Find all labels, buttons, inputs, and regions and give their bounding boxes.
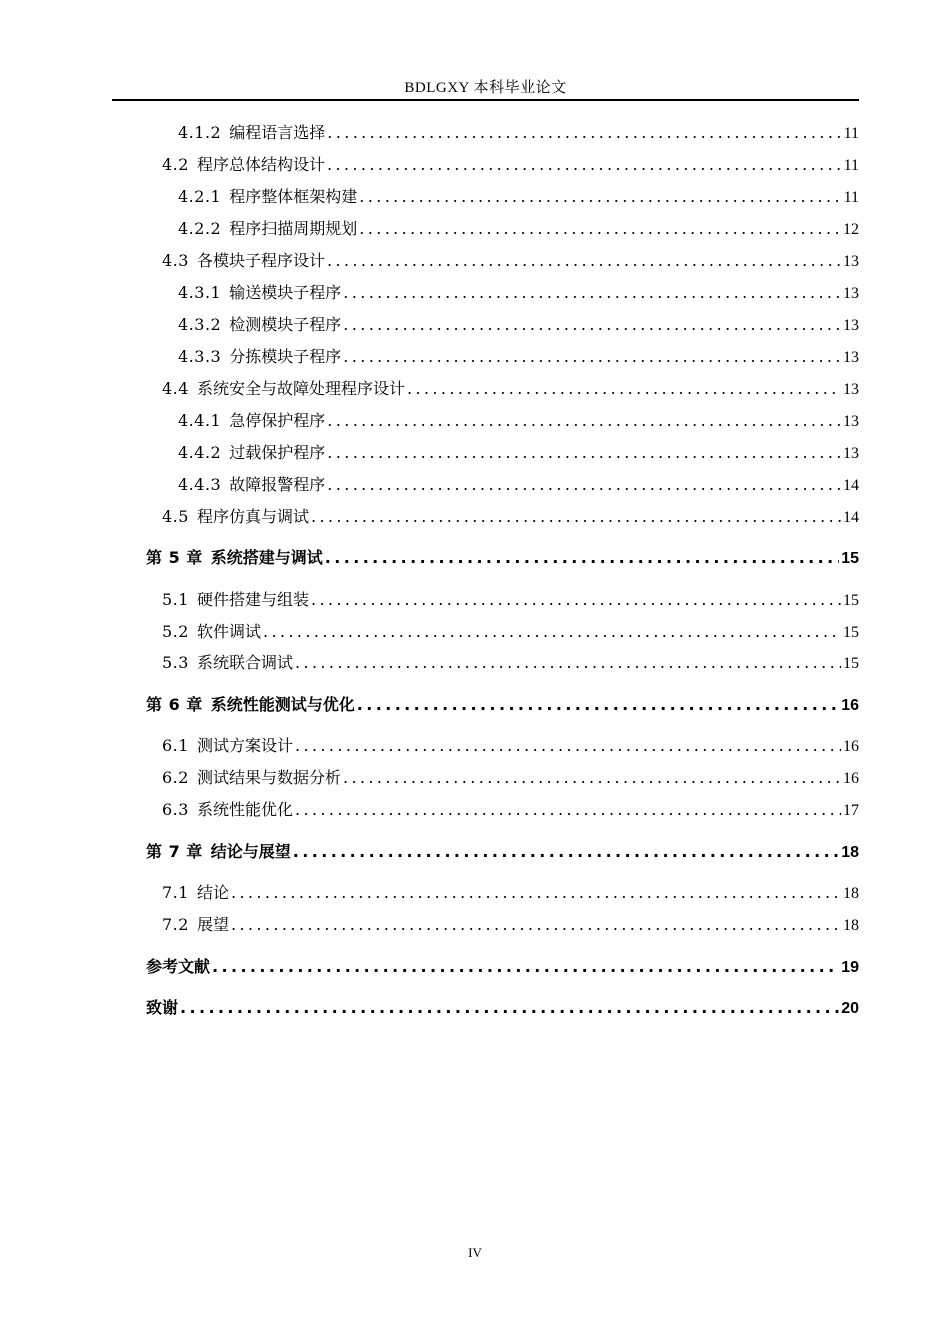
toc-entry-title: 软件调试 xyxy=(196,622,261,641)
toc-entry-number: 4.5 xyxy=(162,507,189,526)
toc-entry[interactable] xyxy=(178,123,859,144)
toc-dot-leader xyxy=(357,695,839,715)
toc-entry-page: 11 xyxy=(843,125,859,142)
toc-dot-leader xyxy=(327,443,841,463)
toc-entry[interactable] xyxy=(162,653,859,674)
toc-entry[interactable] xyxy=(162,155,859,176)
toc-entry-page: 11 xyxy=(843,189,859,206)
toc-dot-leader xyxy=(327,123,841,143)
toc-entry-number: 4.1.2 xyxy=(178,123,222,142)
toc-entry-page: 16 xyxy=(841,697,859,714)
toc-entry-title: 展望 xyxy=(196,915,229,934)
toc-entry-page: 14 xyxy=(843,509,859,526)
toc-entry-title: 编程语言选择 xyxy=(229,123,326,142)
toc-entry-title: 系统搭建与调试 xyxy=(210,548,323,567)
toc-entry-number: 4.3.3 xyxy=(178,347,222,366)
toc-entry-title: 测试结果与数据分析 xyxy=(196,768,341,787)
toc-dot-leader xyxy=(212,957,839,977)
toc-entry[interactable] xyxy=(162,507,859,528)
toc-entry-page: 14 xyxy=(843,477,859,494)
toc-entry-number: 5.2 xyxy=(162,622,189,641)
toc-dot-leader xyxy=(327,475,841,495)
toc-entry[interactable] xyxy=(146,957,859,978)
toc-dot-leader xyxy=(311,507,841,527)
toc-entry[interactable] xyxy=(178,219,859,240)
toc-entry-number: 4.3 xyxy=(162,251,189,270)
toc-entry[interactable] xyxy=(178,475,859,496)
toc-entry-number: 第 6 章 xyxy=(146,695,203,714)
toc-entry[interactable] xyxy=(162,736,859,757)
toc-entry-number: 4.2.1 xyxy=(178,187,222,206)
toc-entry-title: 硬件搭建与组装 xyxy=(196,590,309,609)
toc-entry-title: 测试方案设计 xyxy=(196,736,293,755)
toc-entry-title: 急停保护程序 xyxy=(229,411,326,430)
toc-entry-page: 18 xyxy=(843,885,859,902)
toc-entry[interactable] xyxy=(162,768,859,789)
toc-entry[interactable] xyxy=(178,283,859,304)
toc-dot-leader xyxy=(343,283,841,303)
toc-entry[interactable] xyxy=(178,443,859,464)
toc-dot-leader xyxy=(263,622,841,642)
toc-entry-title: 故障报警程序 xyxy=(229,475,326,494)
toc-entry-number: 7.2 xyxy=(162,915,189,934)
toc-entry-number: 5.1 xyxy=(162,590,189,609)
toc-entry-number: 4.3.1 xyxy=(178,283,222,302)
toc-entry-title: 各模块子程序设计 xyxy=(196,251,325,270)
toc-entry-number: 6.1 xyxy=(162,736,189,755)
toc-dot-leader xyxy=(295,653,841,673)
toc-entry-title: 分拣模块子程序 xyxy=(229,347,342,366)
toc-entry[interactable] xyxy=(178,411,859,432)
toc-entry-number: 7.1 xyxy=(162,883,189,902)
toc-entry-page: 19 xyxy=(841,959,859,976)
toc-entry[interactable] xyxy=(146,998,859,1019)
toc-entry-page: 18 xyxy=(841,844,859,861)
toc-entry-number: 4.4.3 xyxy=(178,475,222,494)
toc-dot-leader xyxy=(295,736,841,756)
toc-entry[interactable] xyxy=(162,590,859,611)
toc-entry-page: 15 xyxy=(843,592,859,609)
toc-entry-title: 系统性能优化 xyxy=(196,800,293,819)
toc-entry-number: 4.2 xyxy=(162,155,189,174)
toc-entry-page: 13 xyxy=(843,381,859,398)
toc-entry[interactable] xyxy=(162,915,859,936)
toc-entry-number: 4.3.2 xyxy=(178,315,222,334)
toc-dot-leader xyxy=(327,155,842,175)
toc-entry-title: 程序总体结构设计 xyxy=(196,155,325,174)
toc-entry-page: 13 xyxy=(843,445,859,462)
toc-entry[interactable] xyxy=(162,883,859,904)
toc-entry-page: 15 xyxy=(843,655,859,672)
toc-entry-title: 检测模块子程序 xyxy=(229,315,342,334)
toc-entry-title: 系统性能测试与优化 xyxy=(210,695,355,714)
toc-entry-page: 12 xyxy=(843,221,859,238)
toc-entry[interactable] xyxy=(162,800,859,821)
toc-dot-leader xyxy=(359,219,841,239)
toc-entry-title: 输送模块子程序 xyxy=(229,283,342,302)
toc-dot-leader xyxy=(407,379,841,399)
page-number: IV xyxy=(468,1245,482,1260)
toc-dot-leader xyxy=(231,883,841,903)
toc-dot-leader xyxy=(180,998,839,1018)
toc-entry-page: 18 xyxy=(843,917,859,934)
toc-entry-page: 11 xyxy=(843,157,859,174)
toc-entry-page: 13 xyxy=(843,253,859,270)
toc-dot-leader xyxy=(231,915,841,935)
toc-entry-number: 第 7 章 xyxy=(146,842,203,861)
toc-entry[interactable] xyxy=(162,622,859,643)
toc-entry-title: 过载保护程序 xyxy=(229,443,326,462)
toc-entry-page: 16 xyxy=(843,770,859,787)
toc-entry-title: 程序仿真与调试 xyxy=(196,507,309,526)
toc-entry-number: 4.4 xyxy=(162,379,189,398)
toc-entry-page: 20 xyxy=(841,1000,859,1017)
toc-entry-number: 4.4.2 xyxy=(178,443,222,462)
toc-dot-leader xyxy=(311,590,841,610)
toc-entry-number: 4.2.2 xyxy=(178,219,222,238)
toc-entry-page: 13 xyxy=(843,285,859,302)
toc-entry-page: 13 xyxy=(843,413,859,430)
toc-entry[interactable] xyxy=(162,251,859,272)
toc-entry[interactable] xyxy=(146,842,859,863)
toc-entry-title: 程序整体框架构建 xyxy=(229,187,358,206)
toc-entry[interactable] xyxy=(178,187,859,208)
toc-dot-leader xyxy=(343,768,841,788)
toc-entry-page: 13 xyxy=(843,349,859,366)
toc-dot-leader xyxy=(327,411,841,431)
toc-entry[interactable] xyxy=(146,695,859,716)
toc-entry-title: 系统安全与故障处理程序设计 xyxy=(196,379,405,398)
toc-entry[interactable] xyxy=(162,379,859,400)
toc-entry-title: 程序扫描周期规划 xyxy=(229,219,358,238)
toc-dot-leader xyxy=(343,315,841,335)
toc-entry[interactable] xyxy=(178,347,859,368)
toc-entry-title: 致谢 xyxy=(146,998,179,1017)
toc-entry-page: 17 xyxy=(843,802,859,819)
toc-entry-number: 第 5 章 xyxy=(146,548,203,567)
toc-dot-leader xyxy=(359,187,841,207)
toc-entry-title: 结论 xyxy=(196,883,229,902)
toc-entry[interactable] xyxy=(178,315,859,336)
toc-dot-leader xyxy=(325,548,839,568)
toc-entry-page: 13 xyxy=(843,317,859,334)
toc-entry-number: 6.2 xyxy=(162,768,189,787)
toc-entry-page: 16 xyxy=(843,738,859,755)
toc-entry-page: 15 xyxy=(841,550,859,567)
toc-dot-leader xyxy=(327,251,841,271)
toc-entry-number: 6.3 xyxy=(162,800,189,819)
page-header: BDLGXY 本科毕业论文 xyxy=(404,80,567,96)
toc-dot-leader xyxy=(343,347,841,367)
toc-dot-leader xyxy=(293,842,839,862)
toc-entry-page: 15 xyxy=(843,624,859,641)
toc-dot-leader xyxy=(295,800,841,820)
toc-entry-title: 系统联合调试 xyxy=(196,653,293,672)
toc-entry-title: 结论与展望 xyxy=(210,842,291,861)
toc-entry-title: 参考文献 xyxy=(146,957,211,976)
toc-entry-number: 5.3 xyxy=(162,653,189,672)
toc-entry[interactable] xyxy=(146,548,859,569)
toc-entry-number: 4.4.1 xyxy=(178,411,222,430)
